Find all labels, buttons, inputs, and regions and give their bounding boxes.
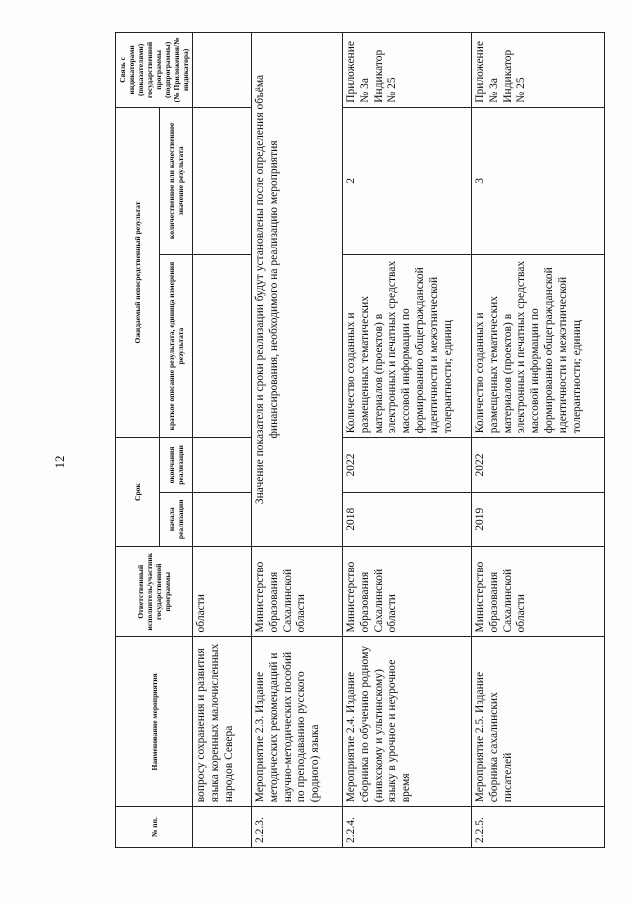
- activities-table: [115, 32, 605, 848]
- header-link: Связь с индикаторами (показателями) государственной программы (подпрограммы) (№ Приложения/№ индикатора): [116, 33, 193, 108]
- row-responsible: области: [193, 546, 252, 637]
- row-responsible: Министерство образования Сахалинской области: [343, 546, 472, 637]
- row-num: 2.2.4.: [343, 807, 472, 848]
- header-term: Срок: [116, 438, 160, 547]
- table-row: [343, 33, 472, 848]
- row-result-desc: [193, 254, 252, 437]
- row-responsible: Министерство образования Сахалинской области: [472, 546, 605, 637]
- header-term-start: начала реализации: [160, 492, 193, 546]
- row-result-desc: Количество созданных и размещенных тематических материалов (проектов) в электронных и печатных средствах массовой информации по формированию общегражданской идентичности и межэтнической толерантности; единиц: [343, 254, 472, 437]
- rotated-table-container: [115, 32, 583, 848]
- row-num: 2.2.5.: [472, 807, 605, 848]
- row-start: 2019: [472, 492, 605, 546]
- table-row: [472, 33, 605, 848]
- header-responsible: Ответственный исполнитель/участник государственной программы: [116, 546, 193, 637]
- row-end: 2022: [472, 438, 605, 492]
- header-result-value: количественное или качественное значение результата: [160, 107, 193, 254]
- row-link: Приложение № 3а Индикатор № 25: [343, 33, 472, 108]
- row-result-value: 2: [343, 107, 472, 254]
- table-row: [252, 33, 343, 848]
- header-result-desc: краткое описание результата, единица измерения результата: [160, 254, 193, 437]
- row-name: Мероприятие 2.3. Издание методических рекомендаций и научно-методических пособий по преподаванию русского (родного) языка: [252, 637, 343, 807]
- row-link: Приложение № 3а Индикатор № 25: [472, 33, 605, 108]
- row-name: вопросу сохранения и развития языка коренных малочисленных народов Севера: [193, 637, 252, 807]
- header-name: Наименование мероприятия: [116, 637, 193, 807]
- row-result-value: [193, 107, 252, 254]
- row-merged-note: Значение показателя и сроки реализации будут установлены после определения объёма финансирования, необходимого на реализацию мероприятия: [252, 33, 343, 547]
- header-term-end: окончания реализации: [160, 438, 193, 492]
- header-num: № пп.: [116, 807, 193, 848]
- row-result-desc: Количество созданных и размещенных тематических материалов (проектов) в электронных и печатных средствах массовой информации по формированию общегражданской идентичности и межэтнической толерантности; единиц: [472, 254, 605, 437]
- table-row: [193, 33, 252, 848]
- row-end: 2022: [343, 438, 472, 492]
- row-result-value: 3: [472, 107, 605, 254]
- row-num: [193, 807, 252, 848]
- row-link: [193, 33, 252, 108]
- page-number: 12: [52, 455, 67, 469]
- row-end: [193, 438, 252, 492]
- row-start: [193, 492, 252, 546]
- row-responsible: Министерство образования Сахалинской области: [252, 546, 343, 637]
- row-num: 2.2.3.: [252, 807, 343, 848]
- row-start: 2018: [343, 492, 472, 546]
- row-name: Мероприятие 2.5. Издание сборника сахалинских писателей: [472, 637, 605, 807]
- header-result: Ожидаемый непосредственный результат: [116, 107, 160, 438]
- row-name: Мероприятие 2.4. Издание сборника по обучению родному (нивхскому и ультинскому) языку в урочное и неурочное время: [343, 637, 472, 807]
